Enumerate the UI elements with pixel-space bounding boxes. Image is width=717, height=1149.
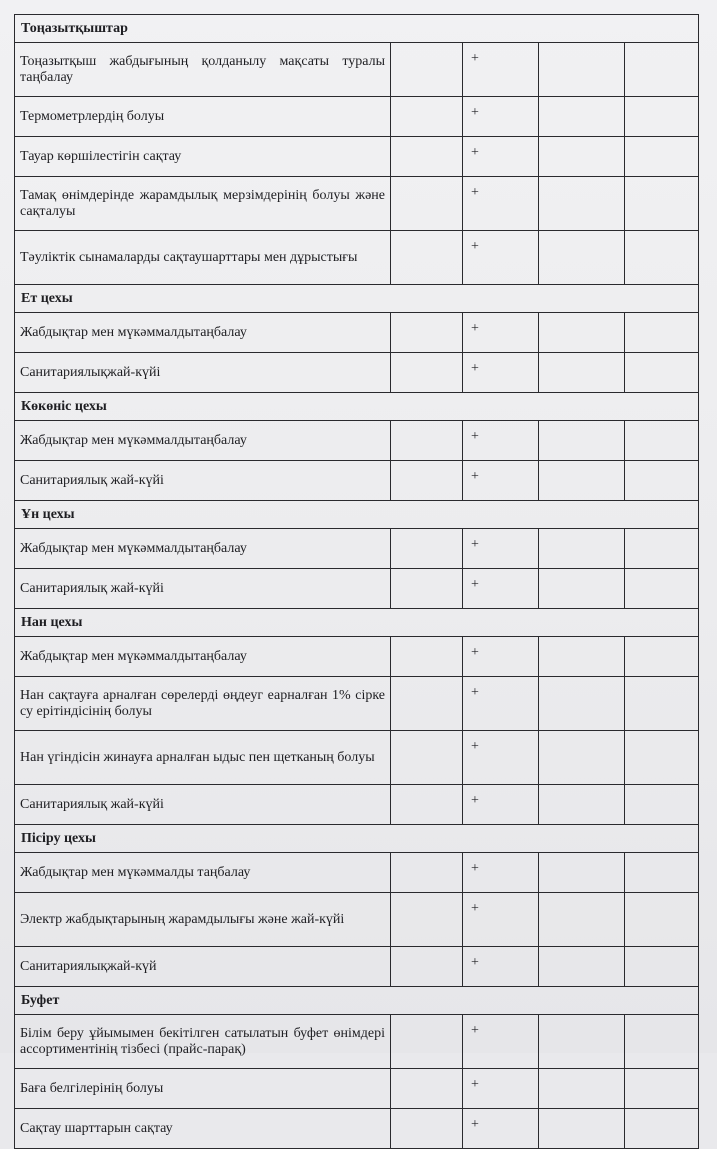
empty-cell — [625, 1069, 699, 1109]
empty-cell — [539, 353, 625, 393]
table-row — [15, 731, 699, 785]
empty-cell — [625, 637, 699, 677]
empty-cell — [625, 231, 699, 285]
check-mark-cell: + — [463, 43, 539, 97]
row-item-text: Білім беру ұйымымен бекітілген сатылатын буфет өнімдері ассортиментінің тізбесі (прайс-парақ) — [15, 1015, 391, 1069]
row-item-text: Санитариялықжай-күйі — [15, 353, 391, 393]
empty-cell — [391, 97, 463, 137]
empty-cell — [539, 637, 625, 677]
empty-cell — [391, 43, 463, 97]
section-title: Көкөніс цехы — [15, 393, 699, 421]
section-header-row — [15, 285, 699, 313]
empty-cell — [539, 43, 625, 97]
section-title: Пісіру цехы — [15, 825, 699, 853]
empty-cell — [625, 461, 699, 501]
row-item-text: Жабдықтар мен мүкәммалдытаңбалау — [15, 529, 391, 569]
empty-cell — [391, 1109, 463, 1149]
empty-cell — [539, 177, 625, 231]
table-row — [15, 1109, 699, 1149]
empty-cell — [539, 137, 625, 177]
row-item-text: Тоңазытқыш жабдығының қолданылу мақсаты туралы таңбалау — [15, 43, 391, 97]
check-mark-cell: + — [463, 947, 539, 987]
empty-cell — [625, 893, 699, 947]
empty-cell — [539, 785, 625, 825]
section-header-row — [15, 609, 699, 637]
section-title: Ет цехы — [15, 285, 699, 313]
table-row — [15, 947, 699, 987]
table-row — [15, 785, 699, 825]
row-item-text: Тамақ өнімдерінде жарамдылық мерзімдерінің болуы және сақталуы — [15, 177, 391, 231]
row-item-text: Жабдықтар мен мүкәммалдытаңбалау — [15, 637, 391, 677]
empty-cell — [391, 177, 463, 231]
table-row — [15, 853, 699, 893]
empty-cell — [539, 1015, 625, 1069]
table-row — [15, 1069, 699, 1109]
check-mark-cell: + — [463, 1069, 539, 1109]
check-mark-cell: + — [463, 461, 539, 501]
empty-cell — [625, 569, 699, 609]
check-mark-cell: + — [463, 353, 539, 393]
empty-cell — [539, 421, 625, 461]
check-mark-cell: + — [463, 1109, 539, 1149]
empty-cell — [539, 569, 625, 609]
row-item-text: Нан сақтауға арналған сөрелерді өңдеуг еарналған 1% сірке су ерітіндісінің болуы — [15, 677, 391, 731]
checklist-body — [15, 15, 699, 1149]
empty-cell — [391, 947, 463, 987]
table-row — [15, 1015, 699, 1069]
table-row — [15, 231, 699, 285]
section-title: Тоңазытқыштар — [15, 15, 699, 43]
table-row — [15, 529, 699, 569]
section-header-row — [15, 987, 699, 1015]
empty-cell — [539, 947, 625, 987]
empty-cell — [625, 529, 699, 569]
empty-cell — [625, 353, 699, 393]
section-header-row — [15, 15, 699, 43]
empty-cell — [391, 353, 463, 393]
table-row — [15, 893, 699, 947]
empty-cell — [625, 1109, 699, 1149]
empty-cell — [625, 421, 699, 461]
empty-cell — [625, 785, 699, 825]
check-mark-cell: + — [463, 421, 539, 461]
empty-cell — [625, 731, 699, 785]
empty-cell — [539, 731, 625, 785]
section-header-row — [15, 825, 699, 853]
table-row — [15, 637, 699, 677]
empty-cell — [539, 313, 625, 353]
table-row — [15, 569, 699, 609]
empty-cell — [391, 731, 463, 785]
table-row — [15, 461, 699, 501]
check-mark-cell: + — [463, 1015, 539, 1069]
empty-cell — [391, 529, 463, 569]
check-mark-cell: + — [463, 231, 539, 285]
empty-cell — [391, 421, 463, 461]
row-item-text: Сақтау шарттарын сақтау — [15, 1109, 391, 1149]
empty-cell — [539, 461, 625, 501]
row-item-text: Электр жабдықтарының жарамдылығы және жай-күйі — [15, 893, 391, 947]
empty-cell — [625, 177, 699, 231]
check-mark-cell: + — [463, 177, 539, 231]
empty-cell — [539, 677, 625, 731]
section-header-row — [15, 501, 699, 529]
row-item-text: Санитариялық жай-күйі — [15, 569, 391, 609]
table-row — [15, 137, 699, 177]
row-item-text: Тауар көршілестігін сақтау — [15, 137, 391, 177]
empty-cell — [539, 893, 625, 947]
empty-cell — [625, 677, 699, 731]
row-item-text: Санитариялық жай-күйі — [15, 785, 391, 825]
empty-cell — [539, 97, 625, 137]
empty-cell — [391, 1069, 463, 1109]
empty-cell — [391, 137, 463, 177]
empty-cell — [539, 1069, 625, 1109]
check-mark-cell: + — [463, 569, 539, 609]
empty-cell — [391, 1015, 463, 1069]
empty-cell — [391, 785, 463, 825]
check-mark-cell: + — [463, 529, 539, 569]
section-title: Буфет — [15, 987, 699, 1015]
row-item-text: Жабдықтар мен мүкәммалдытаңбалау — [15, 313, 391, 353]
section-header-row — [15, 393, 699, 421]
empty-cell — [391, 893, 463, 947]
row-item-text: Нан үгіндісін жинауға арналған ыдыс пен щетканың болуы — [15, 731, 391, 785]
empty-cell — [625, 97, 699, 137]
row-item-text: Жабдықтар мен мүкәммалды таңбалау — [15, 853, 391, 893]
empty-cell — [391, 461, 463, 501]
section-title: Ұн цехы — [15, 501, 699, 529]
empty-cell — [391, 677, 463, 731]
check-mark-cell: + — [463, 853, 539, 893]
table-row — [15, 677, 699, 731]
check-mark-cell: + — [463, 97, 539, 137]
empty-cell — [625, 853, 699, 893]
check-mark-cell: + — [463, 677, 539, 731]
table-row — [15, 43, 699, 97]
table-row — [15, 353, 699, 393]
checklist-table — [14, 14, 699, 1149]
empty-cell — [625, 43, 699, 97]
row-item-text: Санитариялықжай-күй — [15, 947, 391, 987]
check-mark-cell: + — [463, 137, 539, 177]
row-item-text: Тәуліктік сынамаларды сақтаушарттары мен дұрыстығы — [15, 231, 391, 285]
empty-cell — [391, 637, 463, 677]
empty-cell — [539, 231, 625, 285]
row-item-text: Санитариялық жай-күйі — [15, 461, 391, 501]
empty-cell — [539, 853, 625, 893]
empty-cell — [539, 529, 625, 569]
table-row — [15, 177, 699, 231]
check-mark-cell: + — [463, 637, 539, 677]
check-mark-cell: + — [463, 313, 539, 353]
empty-cell — [391, 569, 463, 609]
empty-cell — [625, 313, 699, 353]
empty-cell — [391, 231, 463, 285]
empty-cell — [625, 1015, 699, 1069]
empty-cell — [539, 1109, 625, 1149]
check-mark-cell: + — [463, 893, 539, 947]
table-row — [15, 97, 699, 137]
row-item-text: Баға белгілерінің болуы — [15, 1069, 391, 1109]
check-mark-cell: + — [463, 785, 539, 825]
row-item-text: Термометрлердің болуы — [15, 97, 391, 137]
empty-cell — [625, 947, 699, 987]
empty-cell — [391, 313, 463, 353]
section-title: Нан цехы — [15, 609, 699, 637]
table-row — [15, 313, 699, 353]
row-item-text: Жабдықтар мен мүкәммалдытаңбалау — [15, 421, 391, 461]
table-row — [15, 421, 699, 461]
empty-cell — [391, 853, 463, 893]
check-mark-cell: + — [463, 731, 539, 785]
empty-cell — [625, 137, 699, 177]
